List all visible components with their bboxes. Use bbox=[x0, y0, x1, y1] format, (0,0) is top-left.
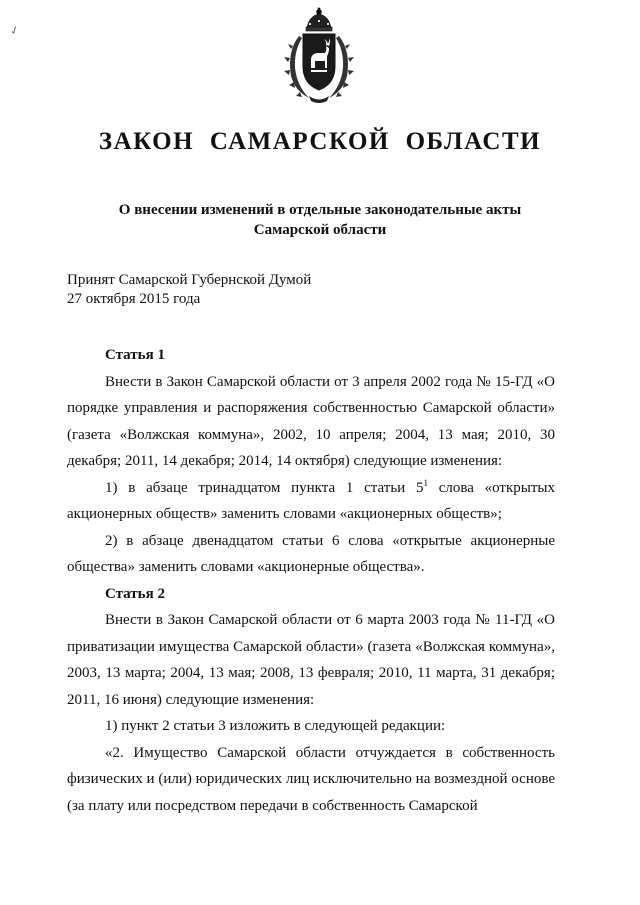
article-1-item-1 bbox=[67, 475, 555, 528]
article-1-item-1-text: 1) в абзаце тринадцатом пункта 1 статьи 5 bbox=[105, 479, 424, 496]
article-1-heading: Статья 1 bbox=[105, 347, 165, 363]
adoption-body: Принят Самарской Губернской Думой bbox=[67, 272, 312, 288]
article-2-quote: «2. Имущество Самарской области отчуждается в собственность физических и (или) юридических лиц исключительно на возмездной основе (за плату или посредством передачи в собственность Самарской bbox=[67, 744, 555, 814]
law-title: ЗАКОН САМАРСКОЙ ОБЛАСТИ bbox=[98, 128, 542, 155]
article-1-item-2: 2) в абзаце двенадцатом статьи 6 слова «открытые акционерные общества» заменить словами «акционерные общества». bbox=[67, 532, 555, 575]
article-2-heading: Статья 2 bbox=[105, 585, 165, 602]
margin-mark: ✓ bbox=[8, 23, 22, 39]
law-subtitle-line: Самарской области bbox=[253, 222, 387, 238]
article-2-item-1: 1) пункт 2 статьи 3 изложить в следующей редакции: bbox=[105, 718, 446, 734]
adoption-info bbox=[67, 271, 311, 309]
article-1-item-1-text-cont: слова «открытых акционерных обществ» заменить словами «акционерных обществ»; bbox=[67, 479, 555, 522]
law-subtitle bbox=[90, 200, 550, 240]
law-body bbox=[67, 342, 555, 819]
adoption-date: 27 октября 2015 года bbox=[67, 291, 201, 307]
superscript: 1 bbox=[423, 477, 428, 488]
article-2-intro: Внести в Закон Самарской области от 6 марта 2003 года № 11-ГД «О приватизации имущества Самарской области» (газета «Волжская коммуна», 2003, 13 марта; 2004, 13 мая; 2008, 13 февраля; 2010, 11 марта, 31 декабря; 2011, 16 июня) следующие изменения: bbox=[67, 612, 555, 708]
law-subtitle-line: О внесении изменений в отдельные законодательные акты bbox=[118, 202, 522, 218]
coat-of-arms-icon bbox=[269, 6, 369, 106]
article-1-intro: Внести в Закон Самарской области от 3 апреля 2002 года № 15-ГД «О порядке управления и распоряжения собственностью Самарской области» (газета «Волжская коммуна», 2002, 10 апреля; 2004, 13 мая; 2010, 30 декабря; 2011, 14 декабря; 2014, 14 октября) следующие изменения: bbox=[67, 373, 555, 469]
